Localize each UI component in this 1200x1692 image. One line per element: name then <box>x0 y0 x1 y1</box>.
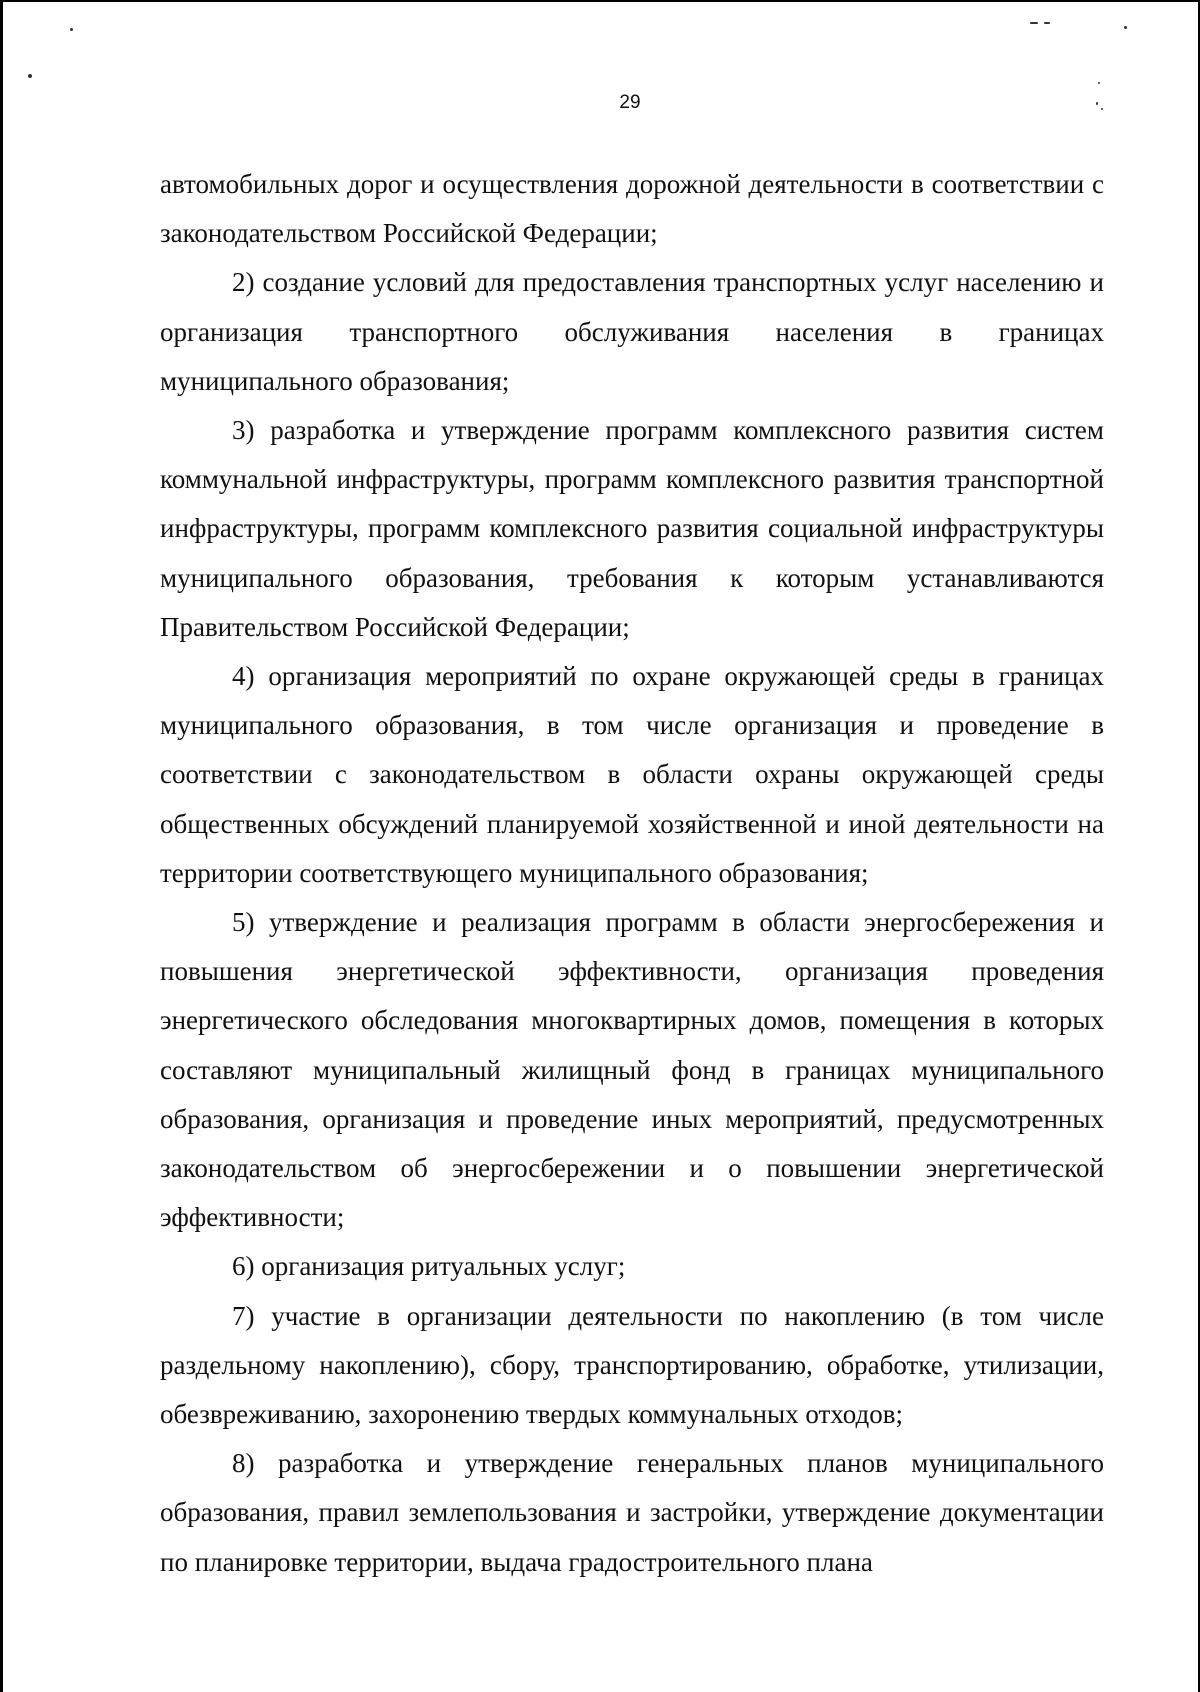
scan-speck <box>1030 22 1038 24</box>
scan-speck <box>28 74 32 78</box>
scan-speck <box>1044 22 1050 24</box>
scan-speck <box>1124 26 1127 29</box>
paragraph: 4) организация мероприятий по охране окружающей среды в границах муниципального образования, в том числе организация и проведение в соответствии с законодательством в области охраны окружающей среды общественных обсуждений планируемой хозяйственной и иной деятельности на территории соответствующего муниципального образования; <box>160 661 1104 888</box>
document-body <box>160 160 1104 1587</box>
paragraph: 6) организация ритуальных услуг; <box>232 1251 626 1282</box>
scan-speck <box>70 28 73 31</box>
paragraph: 8) разработка и утверждение генеральных планов муниципального образования, правил землепользования и застройки, утверждение документации по планировке территории, выдача градостроительного плана <box>160 1448 1104 1577</box>
paragraph: автомобильных дорог и осуществления дорожной деятельности в соответствии с законодательством Российской Федерации; <box>160 169 1104 249</box>
page-number: 29 <box>619 92 641 113</box>
scan-border-top <box>0 0 1200 2</box>
paragraph: 2) создание условий для предоставления транспортных услуг населению и организация транспортного обслуживания населения в границах муниципального образования; <box>160 267 1104 396</box>
paragraph: 7) участие в организации деятельности по накоплению (в том числе раздельному накоплению), сбору, транспортированию, обработке, утилизации, обезвреживанию, захоронению твердых коммунальных отходов; <box>160 1300 1104 1430</box>
scan-speck <box>1098 82 1100 84</box>
paragraph: 5) утверждение и реализация программ в области энергосбережения и повышения энергетической эффективности, организация проведения энергетического обследования многоквартирных домов, помещения в которых составляют муниципальный жилищный фонд в границах муниципального образования, организация и проведение иных мероприятий, предусмотренных законодательством об энергосбережении и о повышении энергетической эффективности; <box>160 907 1104 1233</box>
scan-border-left <box>0 0 3 1692</box>
paragraph: 3) разработка и утверждение программ комплексного развития систем коммунальной инфраструктуры, программ комплексного развития транспортной инфраструктуры, программ комплексного развития социальной инфраструктуры муниципального образования, требования к которым устанавливаются Правительством Российской Федерации; <box>160 415 1104 642</box>
